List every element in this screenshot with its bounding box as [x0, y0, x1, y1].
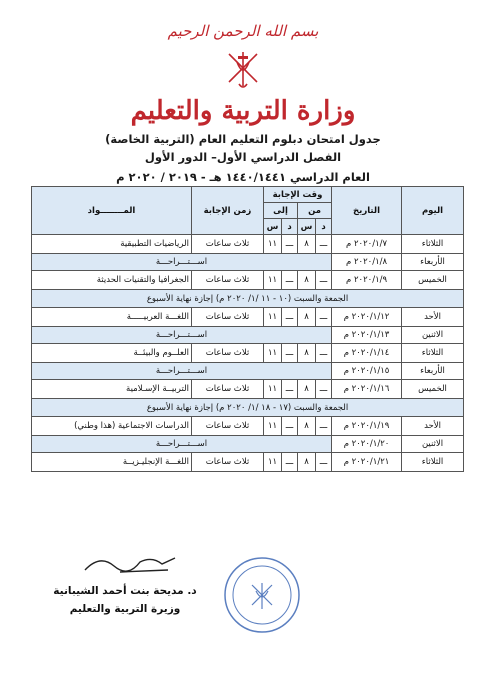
table-row: [32, 453, 464, 472]
exam-schedule-table: [31, 186, 464, 472]
to-minutes-cell: ـــ: [282, 235, 298, 254]
ministry-name: وزارة التربية والتعليم: [130, 96, 356, 126]
page-title: جدول امتحان دبلوم التعليم العام (التربية الخاصة): [105, 132, 381, 146]
day-cell: الاثنين: [402, 327, 464, 344]
date-cell: ٢٠٢٠/١/١٣ م: [332, 327, 402, 344]
duration-cell: ثلاث ساعات: [192, 308, 264, 327]
header-day: اليوم: [402, 187, 464, 235]
rest-day-cell: اســـتـــراحـــة: [32, 436, 332, 453]
header-from-minutes: د: [316, 219, 332, 235]
duration-cell: ثلاث ساعات: [192, 417, 264, 436]
signatory-name: د. مديحة بنت أحمد الشيبانية: [53, 585, 197, 597]
date-cell: ٢٠٢٠/١/٢١ م: [332, 453, 402, 472]
day-cell: الثلاثاء: [402, 344, 464, 363]
weekend-cell: الجمعة والسبت (١٧ - ١٨ /١/ ٢٠٢٠ م) إجازة نهاية الأسبوع: [32, 399, 464, 417]
rest-day-cell: اســـتـــراحـــة: [32, 363, 332, 380]
to-minutes-cell: ـــ: [282, 271, 298, 290]
header-from-hours: س: [298, 219, 316, 235]
from-hours-cell: ٨: [298, 453, 316, 472]
header-to-hours: س: [264, 219, 282, 235]
signatory-title: وزيرة التربية والتعليم: [69, 603, 181, 615]
to-hours-cell: ١١: [264, 380, 282, 399]
subject-cell: الجغرافيا والتقنيات الحديثة: [32, 271, 192, 290]
date-cell: ٢٠٢٠/١/٩ م: [332, 271, 402, 290]
table-row: [32, 271, 464, 290]
header-to-minutes: د: [282, 219, 298, 235]
table-row: [32, 327, 464, 344]
table-row: [32, 290, 464, 308]
header-date: التاريخ: [332, 187, 402, 235]
from-hours-cell: ٨: [298, 380, 316, 399]
day-cell: الأحد: [402, 308, 464, 327]
rest-day-cell: اســـتـــراحـــة: [32, 254, 332, 271]
academic-year: العام الدراسي ١٤٤٠/١٤٤١ هـ - ٢٠١٩ / ٢٠٢٠ م: [116, 170, 370, 184]
day-cell: الخميس: [402, 380, 464, 399]
from-hours-cell: ٨: [298, 344, 316, 363]
table-row: [32, 363, 464, 380]
duration-cell: ثلاث ساعات: [192, 380, 264, 399]
duration-cell: ثلاث ساعات: [192, 344, 264, 363]
header-to: إلى: [264, 203, 298, 219]
day-cell: الأحد: [402, 417, 464, 436]
from-minutes-cell: ـــ: [316, 344, 332, 363]
date-cell: ٢٠٢٠/١/١٢ م: [332, 308, 402, 327]
from-minutes-cell: ـــ: [316, 380, 332, 399]
table-row: [32, 436, 464, 453]
duration-cell: ثلاث ساعات: [192, 453, 264, 472]
table-row: [32, 235, 464, 254]
subject-cell: اللغـــة العربيـــــة: [32, 308, 192, 327]
weekend-cell: الجمعة والسبت (١٠ - ١١ /١/ ٢٠٢٠ م) إجازة نهاية الأسبوع: [32, 290, 464, 308]
to-hours-cell: ١١: [264, 308, 282, 327]
handwritten-signature: [80, 548, 180, 578]
subject-cell: الرياضيات التطبيقية: [32, 235, 192, 254]
subject-cell: التربيــة الإسـلامية: [32, 380, 192, 399]
header-subjects: المــــــــواد: [32, 187, 192, 235]
table-row: [32, 308, 464, 327]
to-hours-cell: ١١: [264, 453, 282, 472]
header-answer-time: وقت الإجابة: [264, 187, 332, 203]
basmala-calligraphy: بسم الله الرحمن الرحيم: [167, 22, 319, 40]
table-row: [32, 399, 464, 417]
to-hours-cell: ١١: [264, 417, 282, 436]
from-minutes-cell: ـــ: [316, 417, 332, 436]
from-hours-cell: ٨: [298, 235, 316, 254]
day-cell: الأربعاء: [402, 363, 464, 380]
table-row: [32, 380, 464, 399]
from-hours-cell: ٨: [298, 271, 316, 290]
subject-cell: اللغـــة الإنجليـزيــة: [32, 453, 192, 472]
date-cell: ٢٠٢٠/١/١٥ م: [332, 363, 402, 380]
rest-day-cell: اســـتـــراحـــة: [32, 327, 332, 344]
table-row: [32, 344, 464, 363]
subject-cell: الدراسات الاجتماعية (هذا وطني): [32, 417, 192, 436]
date-cell: ٢٠٢٠/١/١٤ م: [332, 344, 402, 363]
subject-cell: العلــوم والبيئــة: [32, 344, 192, 363]
date-cell: ٢٠٢٠/١/٨ م: [332, 254, 402, 271]
date-cell: ٢٠٢٠/١/٧ م: [332, 235, 402, 254]
day-cell: الاثنين: [402, 436, 464, 453]
day-cell: الخميس: [402, 271, 464, 290]
duration-cell: ثلاث ساعات: [192, 271, 264, 290]
table-row: [32, 417, 464, 436]
day-cell: الثلاثاء: [402, 235, 464, 254]
to-minutes-cell: ـــ: [282, 380, 298, 399]
header-from: من: [298, 203, 332, 219]
semester-subtitle: الفصل الدراسي الأول– الدور الأول: [144, 150, 342, 164]
day-cell: الأربعاء: [402, 254, 464, 271]
from-minutes-cell: ـــ: [316, 271, 332, 290]
header-duration: زمن الإجابة: [192, 187, 264, 235]
from-minutes-cell: ـــ: [316, 453, 332, 472]
official-stamp: [222, 555, 302, 635]
from-hours-cell: ٨: [298, 308, 316, 327]
table-row: [32, 254, 464, 271]
from-minutes-cell: ـــ: [316, 235, 332, 254]
to-minutes-cell: ـــ: [282, 417, 298, 436]
to-hours-cell: ١١: [264, 271, 282, 290]
date-cell: ٢٠٢٠/١/٢٠ م: [332, 436, 402, 453]
to-hours-cell: ١١: [264, 344, 282, 363]
to-minutes-cell: ـــ: [282, 344, 298, 363]
day-cell: الثلاثاء: [402, 453, 464, 472]
to-minutes-cell: ـــ: [282, 453, 298, 472]
duration-cell: ثلاث ساعات: [192, 235, 264, 254]
date-cell: ٢٠٢٠/١/١٩ م: [332, 417, 402, 436]
from-hours-cell: ٨: [298, 417, 316, 436]
oman-emblem-icon: [225, 48, 261, 90]
to-minutes-cell: ـــ: [282, 308, 298, 327]
to-hours-cell: ١١: [264, 235, 282, 254]
from-minutes-cell: ـــ: [316, 308, 332, 327]
date-cell: ٢٠٢٠/١/١٦ م: [332, 380, 402, 399]
